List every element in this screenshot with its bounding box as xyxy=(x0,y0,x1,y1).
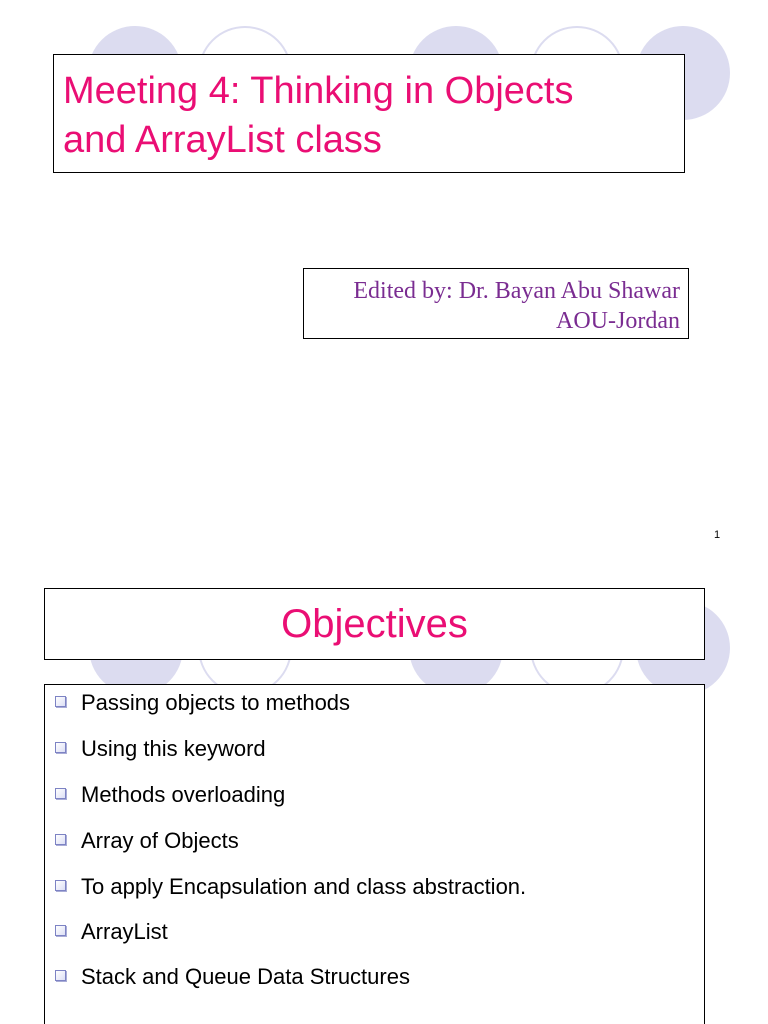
hollow-square-bullet-icon xyxy=(55,696,66,707)
slide-title-box xyxy=(44,588,705,660)
list-item-text: Using this keyword xyxy=(81,736,266,761)
list-item-text: ArrayList xyxy=(81,919,168,944)
slide-title-line: Meeting 4: Thinking in Objects xyxy=(63,70,574,112)
list-item-text: Methods overloading xyxy=(81,782,286,807)
list-item-text: Passing objects to methods xyxy=(81,690,351,715)
slide-2 xyxy=(0,560,768,1024)
list-item-text: Array of Objects xyxy=(81,828,239,853)
list-item xyxy=(55,917,168,947)
list-item xyxy=(55,780,285,810)
hollow-square-bullet-icon xyxy=(55,834,66,845)
hollow-square-bullet-icon xyxy=(55,788,66,799)
list-item xyxy=(55,872,526,902)
editor-credit-box xyxy=(303,268,689,339)
slide-title-line: and ArrayList class xyxy=(63,119,382,161)
hollow-square-bullet-icon xyxy=(55,880,66,891)
editor-affiliation-line: AOU-Jordan xyxy=(556,308,680,334)
list-item xyxy=(55,688,350,718)
list-item xyxy=(55,962,410,992)
hollow-square-bullet-icon xyxy=(55,742,66,753)
slide-title-box xyxy=(53,54,685,173)
editor-credit-line: Edited by: Dr. Bayan Abu Shawar xyxy=(353,278,680,304)
slide-title xyxy=(63,67,678,165)
list-item-text: Stack and Queue Data Structures xyxy=(81,964,410,989)
hollow-square-bullet-icon xyxy=(55,970,66,981)
list-item xyxy=(55,826,239,856)
list-item xyxy=(55,734,266,764)
slide-number: 1 xyxy=(714,529,721,541)
hollow-square-bullet-icon xyxy=(55,925,66,936)
slide-title: Objectives xyxy=(281,602,468,646)
objectives-list xyxy=(44,684,705,1024)
list-item-text: To apply Encapsulation and class abstraction. xyxy=(81,874,527,899)
